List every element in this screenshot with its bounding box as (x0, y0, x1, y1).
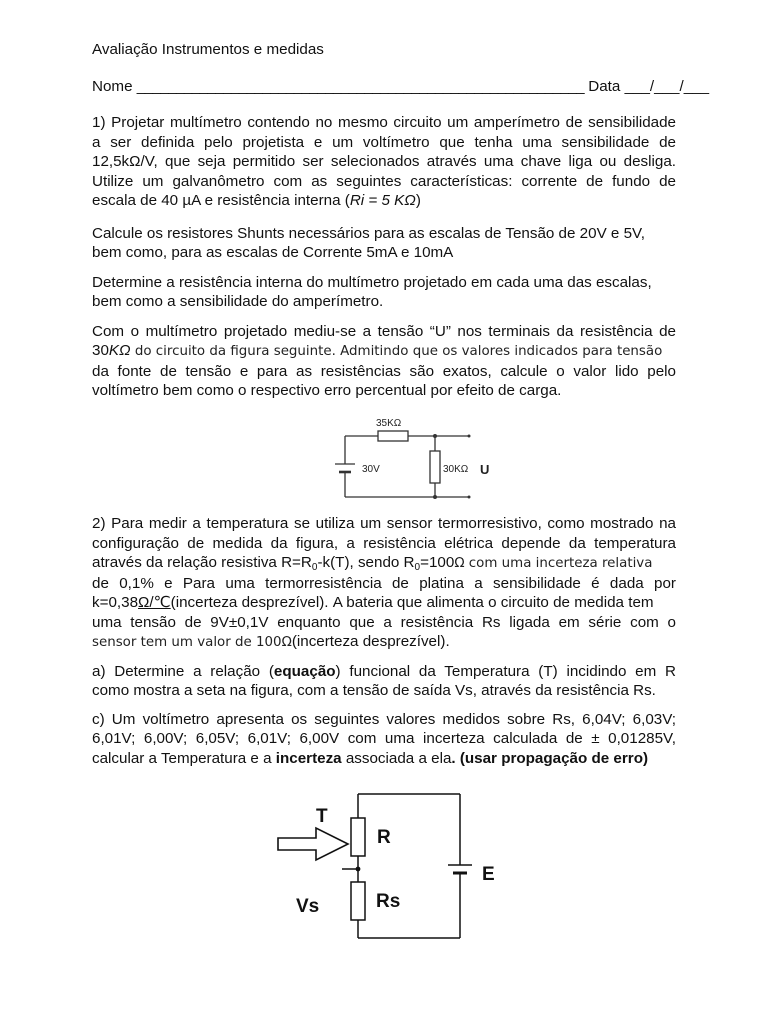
resistor-r (351, 818, 365, 856)
resistor-35k (378, 431, 408, 441)
equacao-bold: equação (273, 662, 336, 680)
resistor-30k (430, 451, 440, 483)
question-2-block (92, 514, 676, 768)
q1-line-2: a ser definida pelo projetista e um voltímetro que tenha uma sensibilidade de (92, 133, 676, 151)
arrow-t (278, 828, 348, 860)
q2-line-4: de 0,1% e Para uma termorresistência de platina a sensibilidade é dada por (92, 574, 676, 592)
label-rs: Rs (376, 891, 401, 912)
shunt-line-2: bem como, para as escalas de Corrente 5mA e 10mA (92, 244, 454, 261)
data-label: Data (588, 77, 621, 95)
circuit-diagram-2 (270, 780, 520, 950)
q2-line-5: k=0,38Ω/℃(incerteza desprezível). A bateria que alimenta o circuito de medida tem (92, 594, 654, 611)
label-30k: 30KΩ (443, 464, 469, 475)
item-c-line-1: c) Um voltímetro apresenta os seguintes valores medidos sobre Rs, 6,04V; 6,03V; (92, 710, 676, 728)
q2-line-1: 2) Para medir a temperatura se utiliza um sensor termorresistivo, como mostrado na (92, 515, 676, 532)
item-c (92, 710, 676, 769)
q1-line-4: Utilize um galvanômetro com as seguintes características: corrente de fundo de (92, 172, 676, 190)
measure-line-1: Com o multímetro projetado mediu-se a tensão “U” nos terminais da resistência de (92, 322, 676, 340)
q2-line-7: sensor tem um valor de 100Ω(incerteza desprezível). (92, 633, 450, 650)
measure-line-2: 30KΩ do circuito da figura seguinte. Admitindo que os valores indicados para tensão (92, 342, 663, 359)
label-u: U (480, 462, 490, 477)
shunt-paragraph (92, 224, 676, 263)
q1-line-1: 1) Projetar multímetro contendo no mesmo circuito um amperímetro de sensibilidade (92, 114, 676, 131)
label-t: T (316, 806, 328, 827)
document-page (92, 40, 710, 401)
q1-line-3: 12,5kΩ/V, que seja permitido ser selecionados através uma chave liga ou desliga. (92, 153, 676, 170)
label-35k: 35KΩ (376, 418, 402, 429)
label-r: R (377, 827, 391, 848)
item-c-line-2: 6,01V; 6,00V; 6,05V; 6,01V; 6,00V com uma incerteza calculada de ± 0,01285V, (92, 730, 676, 747)
measure-line-4: voltímetro bem como o respectivo erro percentual por efeito de carga. (92, 382, 562, 399)
document-title: Avaliação Instrumentos e medidas (92, 41, 324, 58)
q1-line-5: escala de 40 µA e resistência interna (Ri = 5 KΩ) (92, 192, 421, 209)
nome-label: Nome (92, 77, 133, 95)
circuit-diagram-1 (330, 414, 500, 504)
q2-line-2: configuração de medida da figura, a resistência elétrica depende da temperatura (92, 534, 676, 552)
item-a (92, 662, 676, 701)
measure-line-3: da fonte de tensão e para as resistências são exatos, calcule o valor lido pelo (92, 362, 676, 380)
q2-line-6: uma tensão de 9V±0,1V enquanto que a resistência Rs ligada em série com o (92, 613, 676, 631)
q2-line-3: através da relação resistiva $R=R_0-k(T)$, sendo $R_0=100\Omega$ com uma incerteza relativa (92, 554, 653, 573)
determine-line-1: Determine a resistência interna do multímetro projetado em cada uma das escalas, (92, 273, 652, 291)
determine-line-2: bem como a sensibilidade do amperímetro. (92, 293, 384, 310)
label-vs: Vs (296, 896, 320, 917)
measurement-paragraph (92, 322, 676, 401)
ri-value: Ri = 5 KΩ (349, 192, 416, 209)
name-date-line (92, 77, 710, 97)
item-a-line-2: como mostra a seta na figura, com a tensão de saída Vs, através da resistência Rs. (92, 682, 656, 699)
nome-blank: _________________________________________________________ (136, 77, 585, 95)
determine-paragraph (92, 273, 676, 312)
label-30v: 30V (362, 464, 380, 475)
data-blank: ___/___/___ (624, 77, 710, 95)
label-e: E (482, 864, 495, 885)
item-c-line-3: calcular a Temperatura e a incerteza associada a ela. (usar propagação de erro) (92, 749, 649, 767)
shunt-line-1: Calcule os resistores Shunts necessários para as escalas de Tensão de 20V e 5V, (92, 224, 645, 242)
resistor-rs (351, 882, 365, 920)
question-1 (92, 113, 676, 211)
item-a-line-1: a) Determine a relação (equação) funcional da Temperatura (T) incidindo em R (92, 662, 676, 680)
